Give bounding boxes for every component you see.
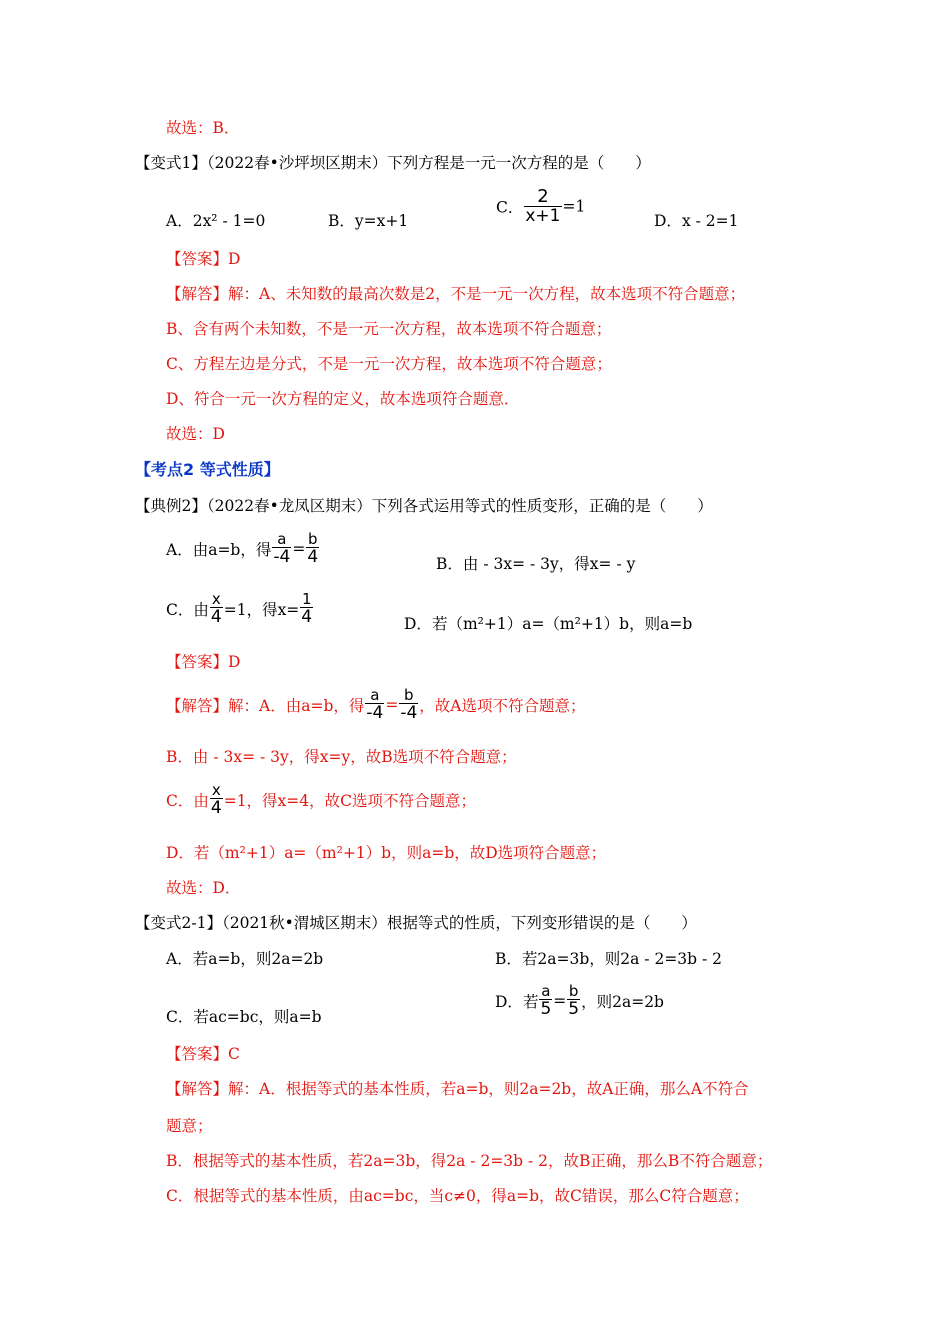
option-text: =1，得x= — [223, 601, 300, 619]
variant1-solution-c: C、方程左边是分式，不是一元一次方程，故本选项不符合题意； — [166, 355, 612, 373]
variant21-solution-b: B．根据等式的基本性质，若2a=3b，得2a - 2=3b - 2，故B正确，那么B不符合题意； — [166, 1152, 773, 1170]
fraction-denominator: 4 — [210, 798, 222, 818]
fraction — [399, 688, 418, 722]
solution-text: ，故A选项不符合题意； — [419, 697, 586, 715]
option-text: 若a=b，则2a=2b — [192, 950, 324, 968]
fraction — [272, 532, 291, 566]
option-text: 由 — [193, 601, 209, 619]
fraction-numerator: b — [307, 530, 318, 548]
fraction-numerator: a — [277, 530, 287, 548]
example2-answer: 【答案】D — [166, 653, 241, 671]
option-text: y=x+1 — [354, 212, 409, 230]
variant1-source: （2022春•沙坪坝区期末） — [206, 154, 388, 172]
variant1-option-a — [166, 211, 265, 231]
fraction — [539, 984, 552, 1018]
variant21-option-b — [495, 949, 722, 969]
variant21-solution-a-cont: 题意； — [166, 1117, 213, 1135]
example2-question — [135, 496, 713, 516]
solution-text: A．根据等式的基本性质，若a=b，则2a=2b，故A正确，那么A不符合 — [259, 1080, 749, 1098]
variant1-solution-d: D、符合一元一次方程的定义，故本选项符合题意． — [166, 390, 520, 408]
fraction-numerator: 2 — [537, 186, 549, 207]
example2-question-text: 下列各式运用等式的性质变形，正确的是（ ） — [371, 497, 713, 515]
fraction-denominator: 4 — [301, 607, 313, 627]
example2-tag: 【典例2】 — [135, 497, 207, 515]
option-label: B． — [328, 212, 355, 230]
variant1-solution-b: B、含有两个未知数，不是一元一次方程，故本选项不符合题意； — [166, 320, 612, 338]
option-label: C． — [166, 601, 194, 619]
option-label: C． — [166, 1008, 194, 1026]
example2-option-a — [166, 532, 320, 566]
section-heading: 【考点2 等式性质】 — [135, 460, 280, 479]
fraction-denominator: 4 — [307, 547, 319, 567]
fraction-denominator: x+1 — [525, 206, 561, 226]
option-text: ，则2a=2b — [581, 993, 664, 1011]
solution-head: 【解答】解： — [166, 697, 260, 715]
variant21-question-text: 根据等式的性质，下列变形错误的是（ ） — [386, 914, 697, 932]
solution-head: 【解答】解： — [166, 1080, 260, 1098]
example2-solution-c — [166, 783, 476, 817]
option-label: B． — [495, 950, 522, 968]
conclusion-prev: 故选：B． — [166, 119, 240, 137]
equals-sign: = — [385, 696, 399, 714]
fraction-numerator: a — [541, 982, 551, 1000]
option-label: D． — [404, 615, 432, 633]
option-text: 若 — [522, 993, 539, 1011]
fraction-denominator: -4 — [366, 703, 384, 723]
option-text: 若2a=3b，则2a - 2=3b - 2 — [521, 950, 723, 968]
fraction — [306, 532, 319, 566]
fraction-numerator: x — [211, 781, 221, 799]
equals-sign: = — [553, 992, 567, 1010]
variant1-option-b — [328, 211, 408, 231]
solution-text: A．由a=b，得 — [259, 697, 365, 715]
example2-source: （2022春•龙凤区期末） — [206, 497, 372, 515]
equals-sign: = — [292, 540, 306, 558]
variant21-question — [135, 913, 697, 933]
variant1-question-text: 下列方程是一元一次方程的是（ ） — [387, 154, 651, 172]
option-text: x - 2=1 — [681, 212, 739, 230]
solution-text: A、未知数的最高次数是2，不是一元一次方程，故本选项不符合题意； — [259, 285, 746, 303]
variant21-option-c — [166, 1007, 322, 1027]
fraction — [210, 783, 223, 817]
variant21-option-d — [495, 984, 664, 1018]
solution-text: C．由 — [166, 792, 209, 810]
variant1-answer: 【答案】D — [166, 250, 241, 268]
example2-conclusion: 故选：D． — [166, 879, 241, 897]
variant1-option-d — [654, 211, 738, 231]
variant21-option-a — [166, 949, 323, 969]
solution-text: =1，得x=4，故C选项不符合题意； — [223, 792, 477, 810]
option-text: 若ac=bc，则a=b — [193, 1008, 322, 1026]
variant1-option-c — [496, 188, 585, 225]
example2-solution-d: D．若（m²+1）a=（m²+1）b，则a=b，故D选项符合题意； — [166, 844, 607, 862]
solution-head: 【解答】解： — [166, 285, 260, 303]
variant21-tag: 【变式2-1】 — [135, 914, 222, 932]
fraction — [210, 592, 223, 626]
variant21-source: （2021秋•渭城区期末） — [221, 914, 387, 932]
option-text: 若（m²+1）a=（m²+1）b，则a=b — [431, 615, 693, 633]
fraction-denominator: -4 — [400, 703, 418, 723]
fraction-denominator: 5 — [568, 999, 580, 1019]
fraction-numerator: b — [568, 982, 579, 1000]
variant1-question — [135, 153, 651, 173]
fraction-numerator: 1 — [301, 590, 312, 608]
option-label: D． — [495, 993, 523, 1011]
variant1-conclusion: 故选：D — [166, 425, 225, 443]
option-text: 由a=b，得 — [192, 541, 272, 559]
fraction-numerator: x — [211, 590, 221, 608]
fraction-denominator: 4 — [210, 607, 222, 627]
option-text: =1 — [562, 197, 586, 216]
option-text: 由 - 3x= - 3y，得x= - y — [462, 555, 636, 573]
option-text: 2x² - 1=0 — [192, 212, 266, 230]
fraction — [567, 984, 580, 1018]
option-label: A． — [166, 212, 193, 230]
example2-option-b — [436, 554, 635, 574]
variant1-tag: 【变式1】 — [135, 154, 207, 172]
fraction-denominator: -4 — [273, 547, 291, 567]
variant1-solution-a — [166, 284, 745, 304]
option-label: A． — [166, 541, 193, 559]
example2-option-c — [166, 592, 314, 626]
fraction-denominator: 5 — [540, 999, 552, 1019]
option-label: C． — [496, 198, 524, 217]
option-label: B． — [436, 555, 463, 573]
option-label: A． — [166, 950, 193, 968]
example2-option-d — [404, 614, 692, 634]
fraction — [365, 688, 384, 722]
fraction-numerator: b — [404, 686, 414, 704]
example2-solution-b: B．由 - 3x= - 3y，得x=y，故B选项不符合题意； — [166, 748, 517, 766]
variant21-solution-c: C．根据等式的基本性质，由ac=bc，当c≠0，得a=b，故C错误，那么C符合题意； — [166, 1187, 749, 1205]
example2-solution-a — [166, 688, 585, 722]
fraction-numerator: a — [370, 686, 380, 704]
fraction — [524, 188, 561, 225]
fraction — [300, 592, 313, 626]
option-label: D． — [654, 212, 682, 230]
variant21-solution-a — [166, 1079, 749, 1099]
variant21-answer: 【答案】C — [166, 1045, 240, 1063]
